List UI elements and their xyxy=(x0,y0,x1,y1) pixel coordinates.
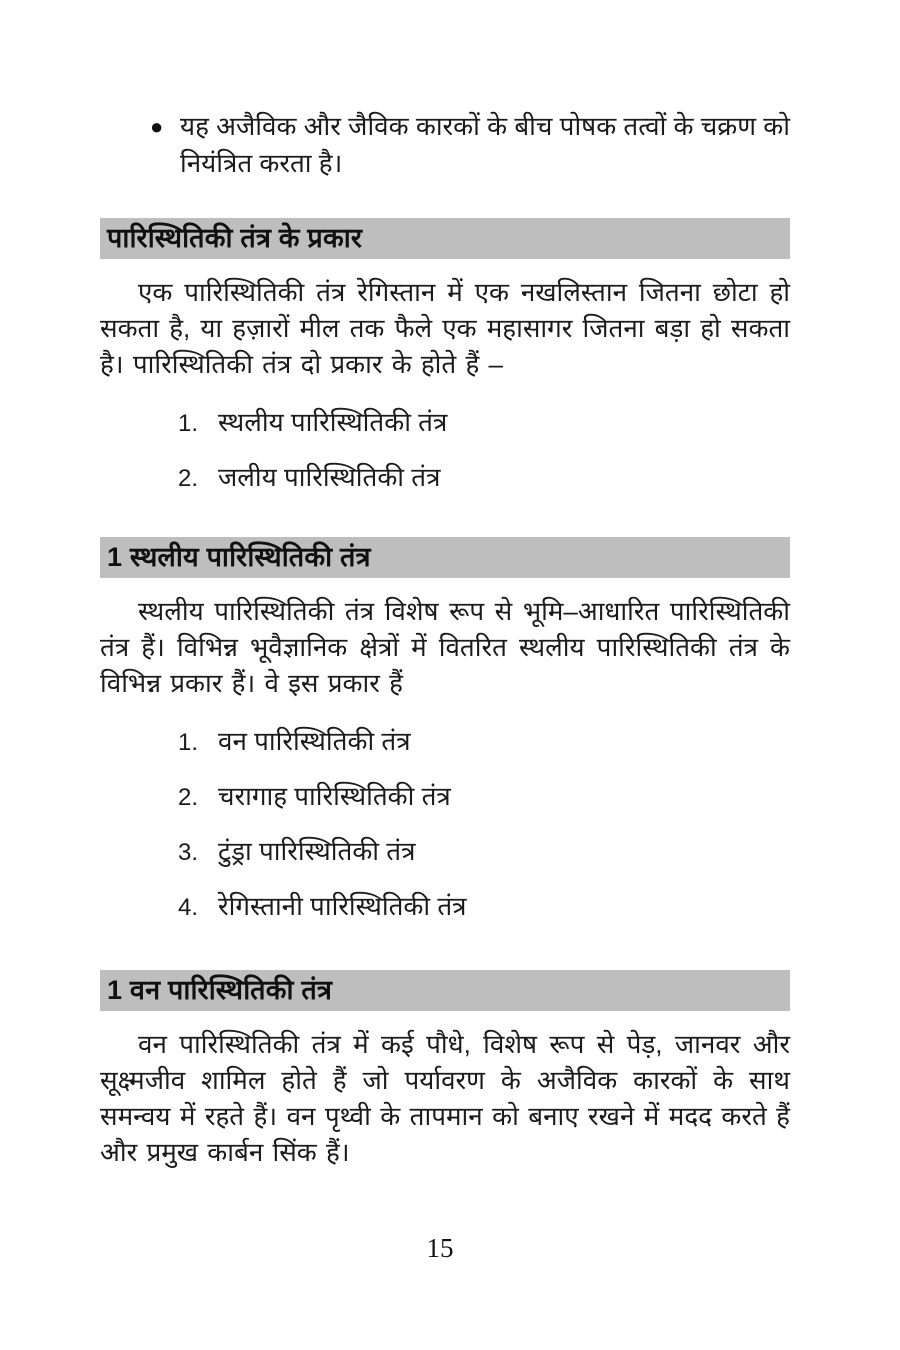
section-heading-ecosystem-types: पारिस्थितिकी तंत्र के प्रकार xyxy=(100,218,790,259)
bullet-icon: ● xyxy=(150,114,164,139)
section-heading-forest-ecosystem: 1 वन पारिस्थितिकी तंत्र xyxy=(100,970,790,1011)
list-item-number: 2. xyxy=(178,784,199,811)
list-item-text: स्थलीय पारिस्थितिकी तंत्र xyxy=(218,407,448,437)
list-item xyxy=(178,723,790,761)
page-number: 15 xyxy=(426,1233,454,1263)
list-item-number: 1. xyxy=(178,410,199,437)
list-item-text: वन पारिस्थितिकी तंत्र xyxy=(218,726,411,756)
bullet-list-item xyxy=(150,108,790,182)
list-item-text: चरागाह पारिस्थितिकी तंत्र xyxy=(218,781,451,811)
list-item xyxy=(178,404,790,442)
section-paragraph: एक पारिस्थितिकी तंत्र रेगिस्तान में एक नखलिस्तान जितना छोटा हो सकता है, या हज़ारों मील तक फैले एक महासागर जितना बड़ा हो सकता है। पारिस्थितिकी तंत्र दो प्रकार के होते हैं – xyxy=(100,277,790,379)
list-item-text: टुंड्रा पारिस्थितिकी तंत्र xyxy=(218,836,416,866)
list-item-number: 4. xyxy=(178,894,199,921)
list-item-number: 3. xyxy=(178,839,199,866)
list-item xyxy=(178,459,790,497)
list-item-number: 1. xyxy=(178,729,199,756)
list-item-number: 2. xyxy=(178,465,199,492)
list-item xyxy=(178,888,790,926)
bullet-text: यह अजैविक और जैविक कारकों के बीच पोषक तत्वों के चक्रण को नियंत्रित करता है। xyxy=(180,111,790,178)
section-heading-terrestrial-ecosystem: 1 स्थलीय पारिस्थितिकी तंत्र xyxy=(100,537,790,578)
numbered-list-terrestrial-types xyxy=(100,723,790,926)
section-paragraph: स्थलीय पारिस्थितिकी तंत्र विशेष रूप से भूमि–आधारित पारिस्थितिकी तंत्र हैं। विभिन्न भूवैज्ञानिक क्षेत्रों में वितरित स्थलीय पारिस्थितिकी तंत्र के विभिन्न प्रकार हैं। वे इस प्रकार हैं xyxy=(100,596,790,698)
list-item xyxy=(178,778,790,816)
list-item-text: जलीय पारिस्थितिकी तंत्र xyxy=(218,462,441,492)
numbered-list-ecosystem-types xyxy=(100,404,790,497)
list-item xyxy=(178,833,790,871)
section-paragraph: वन पारिस्थितिकी तंत्र में कई पौधे, विशेष रूप से पेड़, जानवर और सूक्ष्मजीव शामिल होते हैं जो पर्यावरण के अजैविक कारकों के साथ समन्वय में रहते हैं। वन पृथ्वी के तापमान को बनाए रखने में मदद करते हैं और प्रमुख कार्बन सिंक हैं। xyxy=(100,1029,790,1167)
list-item-text: रेगिस्तानी पारिस्थितिकी तंत्र xyxy=(218,891,467,921)
